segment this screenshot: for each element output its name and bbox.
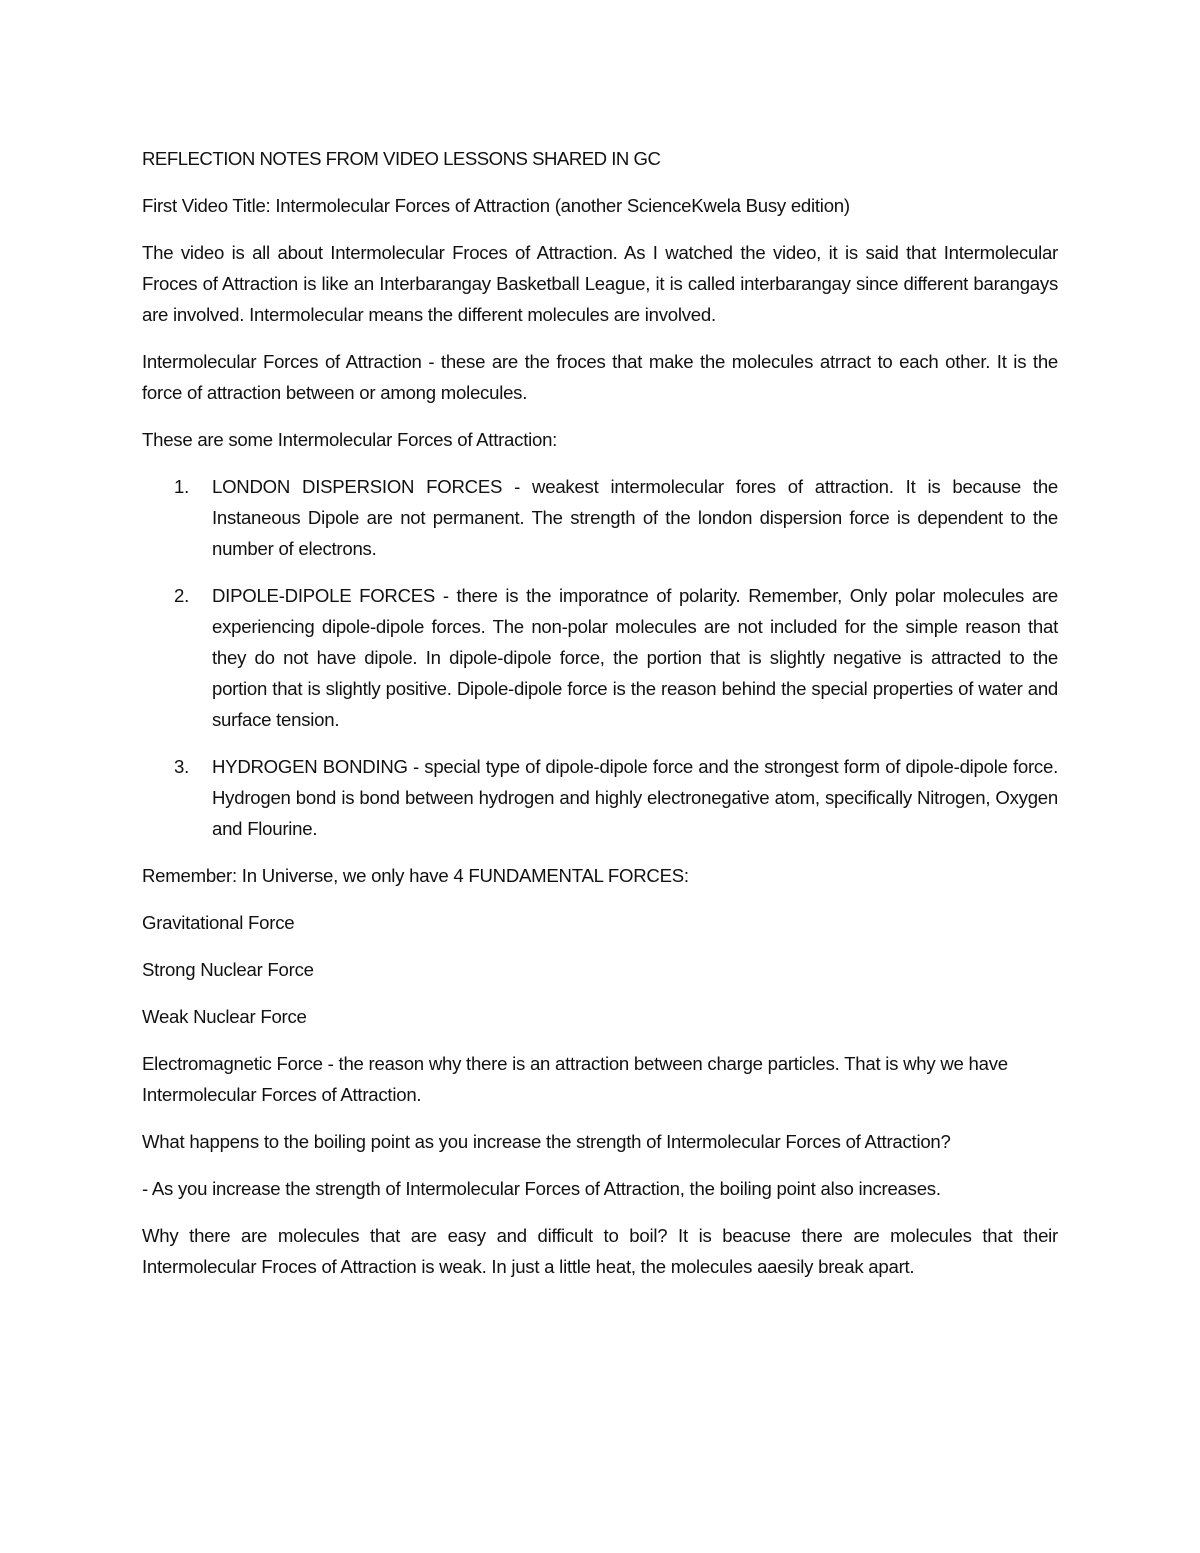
document-page <box>142 143 1058 1298</box>
list-item-dipole-dipole <box>142 580 1058 735</box>
boiling-point-answer: - As you increase the strength of Intermolecular Forces of Attraction, the boiling point also increases. <box>142 1178 941 1199</box>
list-item-text: HYDROGEN BONDING - special type of dipole-dipole force and the strongest form of dipole-dipole force. Hydrogen bond is bond between hydrogen and highly electronegative atom, specifically Nitrogen, Oxygen and Flourine. <box>212 756 1058 839</box>
forces-list <box>142 471 1058 844</box>
list-intro: These are some Intermolecular Forces of Attraction: <box>142 429 558 450</box>
list-item-number: 3. <box>174 756 190 777</box>
list-item-text: LONDON DISPERSION FORCES - weakest intermolecular fores of attraction. It is because the Instaneous Dipole are not permanent. The strength of the london dispersion force is dependent to the number of electrons. <box>212 476 1058 559</box>
fundamental-force-weak-nuclear: Weak Nuclear Force <box>142 1006 307 1027</box>
list-item-text: DIPOLE-DIPOLE FORCES - there is the imporatnce of polarity. Remember, Only polar molecules are experiencing dipole-dipole forces. The non-polar molecules are not included for the simple reason that they do not have dipole. In dipole-dipole force, the portion that is slightly negative is attracted to the portion that is slightly positive. Dipole-dipole force is the reason behind the special properties of water and surface tension. <box>212 585 1058 730</box>
definition-paragraph: Intermolecular Forces of Attraction - these are the froces that make the molecules atrract to each other. It is the force of attraction between or among molecules. <box>142 351 1058 403</box>
list-item-hydrogen-bonding <box>142 751 1058 844</box>
fundamental-forces-intro: Remember: In Universe, we only have 4 FUNDAMENTAL FORCES: <box>142 865 689 886</box>
fundamental-force-gravitational: Gravitational Force <box>142 912 295 933</box>
video-title-line: First Video Title: Intermolecular Forces of Attraction (another ScienceKwela Busy edition) <box>142 195 850 216</box>
list-item-london-dispersion <box>142 471 1058 564</box>
list-item-number: 1. <box>174 476 190 497</box>
intro-paragraph: The video is all about Intermolecular Froces of Attraction. As I watched the video, it is said that Intermolecular Froces of Attraction is like an Interbarangay Basketball League, it is called interbarangay since different barangays are involved. Intermolecular means the different molecules are involved. <box>142 242 1058 325</box>
electromagnetic-paragraph: Electromagnetic Force - the reason why there is an attraction between charge particles. That is why we have Intermolecular Forces of Attraction. <box>142 1053 1008 1105</box>
list-item-number: 2. <box>174 585 190 606</box>
boiling-point-question: What happens to the boiling point as you increase the strength of Intermolecular Forces of Attraction? <box>142 1131 951 1152</box>
fundamental-force-strong-nuclear: Strong Nuclear Force <box>142 959 314 980</box>
document-heading: REFLECTION NOTES FROM VIDEO LESSONS SHARED IN GC <box>142 148 661 169</box>
closing-paragraph: Why there are molecules that are easy and difficult to boil? It is beacuse there are molecules that their Intermolecular Froces of Attraction is weak. In just a little heat, the molecules aaesily break apart. <box>142 1225 1058 1277</box>
